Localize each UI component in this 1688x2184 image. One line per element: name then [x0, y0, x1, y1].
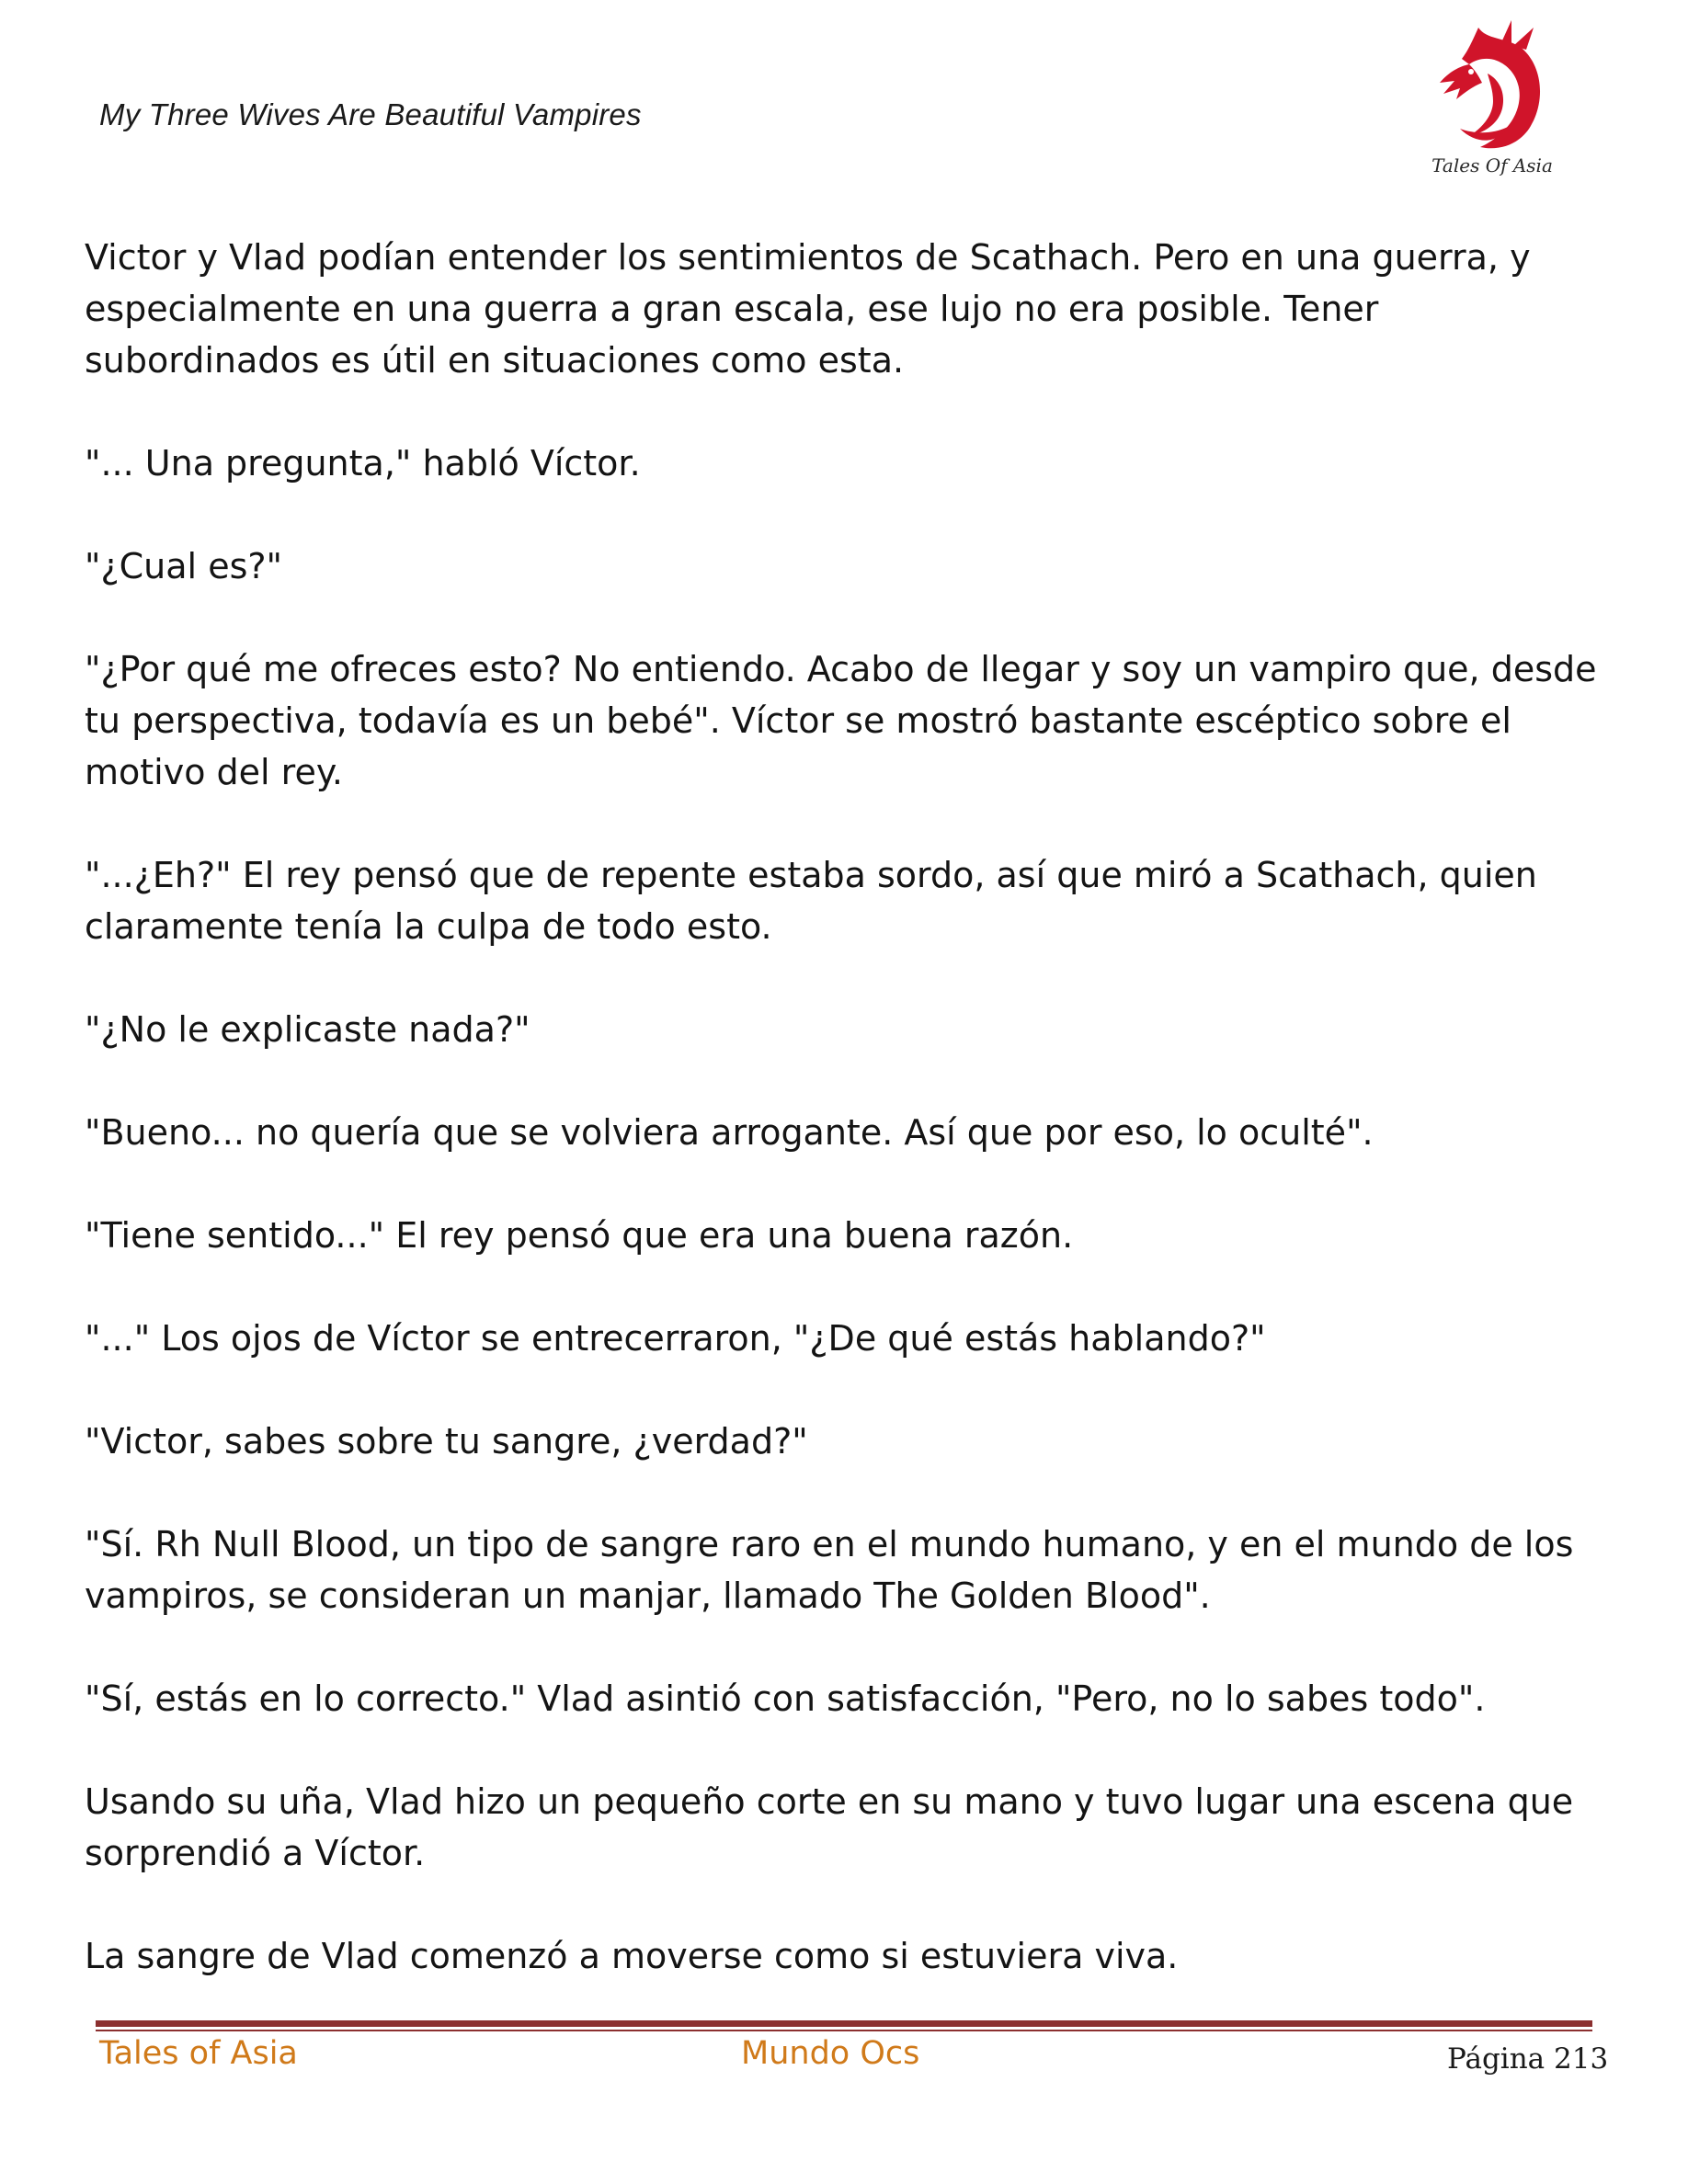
paragraph: "¿No le explicaste nada?": [85, 1009, 530, 1050]
paragraph: Victor y Vlad podían entender los sentimientos de Scathach. Pero en una guerra, y especialmente en una guerra a gran escala, ese lujo no era posible. Tener subordinados es útil en situaciones como esta.: [85, 237, 1531, 381]
footer-source: Mundo Ocs: [741, 2035, 920, 2072]
book-title: My Three Wives Are Beautiful Vampires: [99, 97, 642, 131]
paragraph: "... Una pregunta," habló Víctor.: [85, 443, 641, 483]
footer-divider-thin: [96, 2030, 1592, 2031]
paragraph: "...¿Eh?" El rey pensó que de repente estaba sordo, así que miró a Scathach, quien claramente tenía la culpa de todo esto.: [85, 855, 1537, 947]
paragraph: "¿Por qué me ofreces esto? No entiendo. Acabo de llegar y soy un vampiro que, desde tu perspectiva, todavía es un bebé". Víctor se mostró bastante escéptico sobre el motivo del rey.: [85, 649, 1597, 792]
paragraph: "Tiene sentido..." El rey pensó que era una buena razón.: [85, 1215, 1074, 1256]
paragraph: La sangre de Vlad comenzó a moverse como si estuviera viva.: [85, 1936, 1179, 1976]
paragraph: "Sí. Rh Null Blood, un tipo de sangre raro en el mundo humano, y en el mundo de los vampiros, se consideran un manjar, llamado The Golden Blood".: [85, 1524, 1574, 1616]
logo-text: Tales Of Asia: [1431, 154, 1553, 176]
paragraph: "..." Los ojos de Víctor se entrecerraron, "¿De qué estás hablando?": [85, 1318, 1266, 1359]
paragraph: "Victor, sabes sobre tu sangre, ¿verdad?": [85, 1421, 808, 1462]
footer-divider-thick: [96, 2020, 1592, 2027]
chapter-body: [85, 232, 1611, 2033]
paragraph: "Bueno... no quería que se volviera arrogante. Así que por eso, lo oculté".: [85, 1112, 1374, 1153]
page-number: Página 213: [1447, 2042, 1609, 2076]
paragraph: Usando su uña, Vlad hizo un pequeño corte en su mano y tuvo lugar una escena que sorprendió a Víctor.: [85, 1781, 1574, 1873]
paragraph: "Sí, estás en lo correcto." Vlad asintió con satisfacción, "Pero, no lo sabes todo".: [85, 1678, 1486, 1719]
footer-publisher: Tales of Asia: [99, 2035, 298, 2072]
paragraph: "¿Cual es?": [85, 546, 283, 586]
